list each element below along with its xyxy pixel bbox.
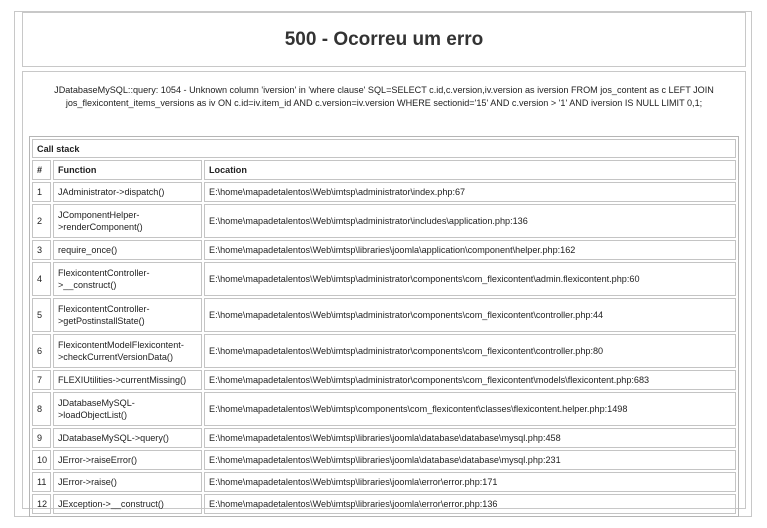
row-location-cell: E:\home\mapadetalentos\Web\imtsp\libraries\joomla\application\component\helper.php:162 [204,240,736,260]
row-number-cell: 12 [32,494,51,514]
row-location-cell: E:\home\mapadetalentos\Web\imtsp\administrator\index.php:67 [204,182,736,202]
error-message: JDatabaseMySQL::query: 1054 - Unknown column 'iversion' in 'where clause' SQL=SELECT c.id,c.version,iv.version as iversion FROM jos_content as c LEFT JOIN jos_flexicontent_items_versions as iv ON c.id=iv.item_id AND c.version=iv.version WHERE sectionid='15' AND c.version > '1' AND iversion IS NULL LIMIT 0,1; [54,85,714,108]
row-function-cell: FlexicontentController->__construct() [53,262,202,296]
table-row [32,450,736,470]
row-location-cell: E:\home\mapadetalentos\Web\imtsp\administrator\components\com_flexicontent\models\flexicontent.php:683 [204,370,736,390]
row-function-cell: FlexicontentModelFlexicontent->checkCurrentVersionData() [53,334,202,368]
row-number-cell: 2 [32,204,51,238]
table-row [32,204,736,238]
row-number-cell: 8 [32,392,51,426]
row-number-cell: 10 [32,450,51,470]
column-header-function: Function [53,160,202,180]
row-function-cell: JError->raiseError() [53,450,202,470]
row-number-cell: 1 [32,182,51,202]
table-row [32,428,736,448]
row-location-cell: E:\home\mapadetalentos\Web\imtsp\libraries\joomla\database\database\mysql.php:231 [204,450,736,470]
call-stack-table [29,136,739,517]
table-row [32,298,736,332]
row-location-cell: E:\home\mapadetalentos\Web\imtsp\administrator\components\com_flexicontent\controller.php:80 [204,334,736,368]
table-row [32,472,736,492]
table-row [32,334,736,368]
row-function-cell: require_once() [53,240,202,260]
row-location-cell: E:\home\mapadetalentos\Web\imtsp\libraries\joomla\database\database\mysql.php:458 [204,428,736,448]
row-location-cell: E:\home\mapadetalentos\Web\imtsp\administrator\includes\application.php:136 [204,204,736,238]
table-row [32,370,736,390]
row-location-cell: E:\home\mapadetalentos\Web\imtsp\administrator\components\com_flexicontent\controller.php:44 [204,298,736,332]
table-row [32,392,736,426]
row-function-cell: FLEXIUtilities->currentMissing() [53,370,202,390]
row-function-cell: FlexicontentController->getPostinstallState() [53,298,202,332]
column-header-number: # [32,160,51,180]
row-location-cell: E:\home\mapadetalentos\Web\imtsp\libraries\joomla\error\error.php:136 [204,494,736,514]
row-number-cell: 9 [32,428,51,448]
row-function-cell: JException->__construct() [53,494,202,514]
column-header-location: Location [204,160,736,180]
row-location-cell: E:\home\mapadetalentos\Web\imtsp\libraries\joomla\error\error.php:171 [204,472,736,492]
row-function-cell: JDatabaseMySQL->loadObjectList() [53,392,202,426]
table-row [32,240,736,260]
call-stack-caption: Call stack [32,139,736,158]
row-number-cell: 5 [32,298,51,332]
row-function-cell: JComponentHelper->renderComponent() [53,204,202,238]
row-number-cell: 4 [32,262,51,296]
table-row [32,182,736,202]
error-content-box [22,71,746,509]
page-title: 500 - Ocorreu um erro [284,28,484,50]
row-function-cell: JDatabaseMySQL->query() [53,428,202,448]
row-location-cell: E:\home\mapadetalentos\Web\imtsp\components\com_flexicontent\classes\flexicontent.helper.php:1498 [204,392,736,426]
table-row [32,262,736,296]
row-number-cell: 11 [32,472,51,492]
row-number-cell: 7 [32,370,51,390]
error-title-box [22,12,746,67]
table-header-row [32,160,736,180]
row-number-cell: 6 [32,334,51,368]
table-row [32,494,736,514]
row-function-cell: JAdministrator->dispatch() [53,182,202,202]
row-number-cell: 3 [32,240,51,260]
row-location-cell: E:\home\mapadetalentos\Web\imtsp\administrator\components\com_flexicontent\admin.flexicontent.php:60 [204,262,736,296]
row-function-cell: JError->raise() [53,472,202,492]
